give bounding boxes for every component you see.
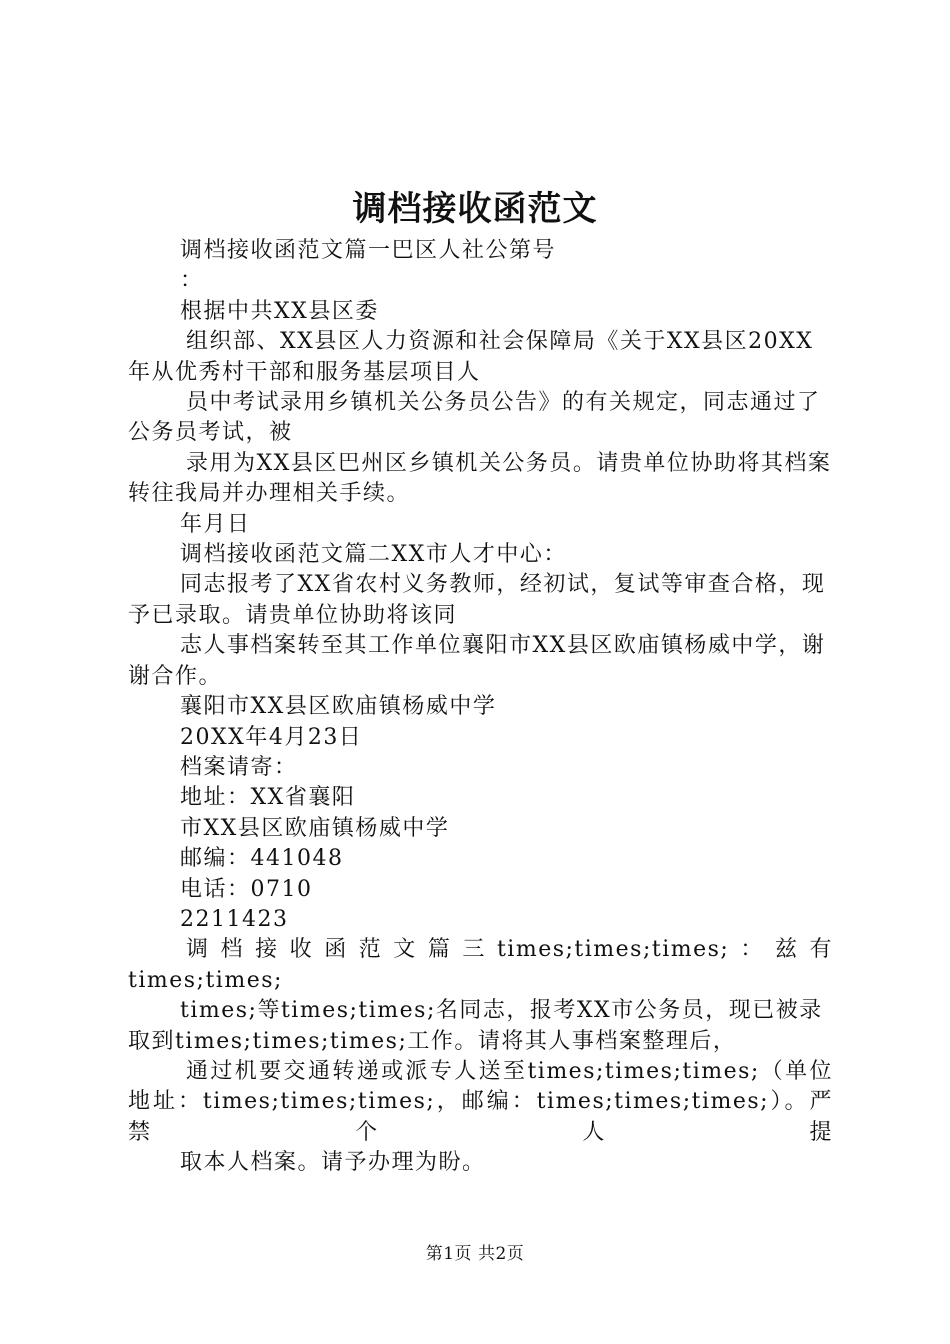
paragraph-line: 2211423 xyxy=(180,906,289,932)
paragraph-line: 档案请寄： xyxy=(180,754,298,780)
paragraph-line: 同志报考了XX省农村义务教师，经初试，复试等审查合格，现予已录取。请贵单位协助将该同 xyxy=(128,572,826,628)
paragraph-line: 电话：0710 xyxy=(180,876,313,902)
paragraph-line: ： xyxy=(180,268,204,294)
paragraph-line: 襄阳市XX县区欧庙镇杨威中学 xyxy=(180,694,497,720)
paragraph-line: 市XX县区欧庙镇杨威中学 xyxy=(180,815,450,841)
paragraph-line: 员中考试录用乡镇机关公务员公告》的有关规定，同志通过了公务员考试，被 xyxy=(128,390,821,446)
paragraph-line: 调档接收函范文篇二XX市人才中心： xyxy=(180,542,567,568)
paragraph-line: 根据中共XX县区委 xyxy=(180,298,379,324)
paragraph-line: 录用为XX县区巴州区乡镇机关公务员。请贵单位协助将其档案转往我局并办理相关手续。 xyxy=(128,450,832,507)
paragraph-line: 志人事档案转至其工作单位襄阳市XX县区欧庙镇杨威中学，谢谢合作。 xyxy=(128,633,826,689)
paragraph-line: 邮编：441048 xyxy=(180,846,344,872)
paragraph-line: 组织部、XX县区人力资源和社会保障局《关于XX县区20XX年从优秀村干部和服务基层项目人 xyxy=(128,329,814,385)
document-body xyxy=(128,236,833,1179)
page-number-footer: 第1页 共2页 xyxy=(425,1244,525,1264)
paragraph-line: 通过机要交通转递或派专人送至times;times;times;（单位地址：times;times;times;，邮编：times;times;times;）。严禁个人提 xyxy=(128,1058,833,1145)
paragraph-line: 调档接收函范文篇三times;times;times;：兹有times;times; xyxy=(128,937,833,993)
paragraph-line: times;等times;times;名同志，报考XX市公务员，现已被录取到times;times;times;工作。请将其人事档案整理后， xyxy=(128,998,823,1054)
paragraph-line: 年月日 xyxy=(180,511,251,537)
document-title: 调档接收函范文 xyxy=(352,189,598,229)
paragraph-line: 地址：XX省襄阳 xyxy=(180,785,356,811)
paragraph-line: 取本人档案。请予办理为盼。 xyxy=(180,1150,486,1176)
paragraph-line: 20XX年4月23日 xyxy=(180,724,363,750)
paragraph-line: 调档接收函范文篇一巴区人社公第号 xyxy=(180,238,557,263)
